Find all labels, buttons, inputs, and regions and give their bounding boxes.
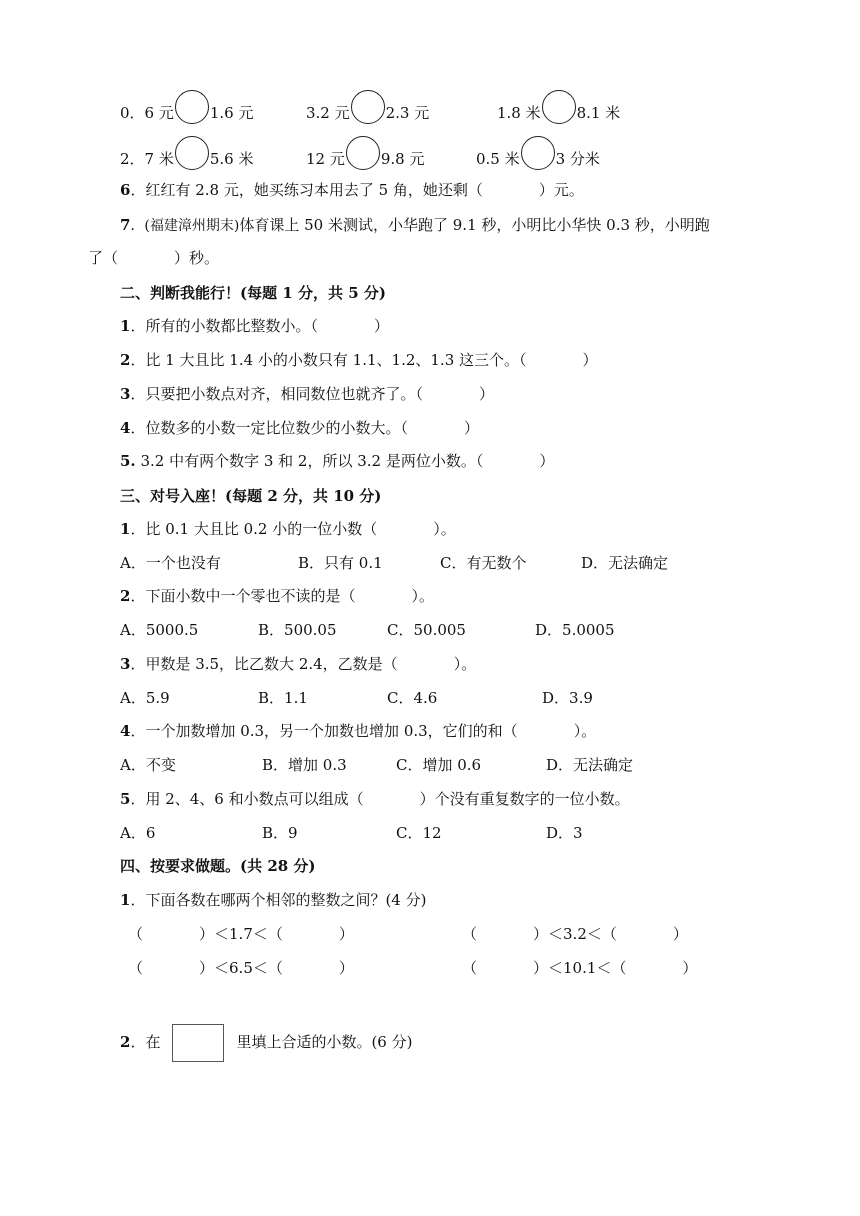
question-text: 3.2 中有两个数字 3 和 2，所以 3.2 是两位小数。（ bbox=[135, 452, 484, 470]
question-text-end: ） bbox=[463, 419, 479, 437]
compare-row-1b bbox=[306, 103, 429, 124]
option-2a[interactable]: A．5000.5 bbox=[120, 621, 199, 639]
compare-right-1: 1.6 元 bbox=[209, 104, 254, 122]
question-7-cont bbox=[88, 248, 219, 268]
option-3c[interactable]: C．4.6 bbox=[387, 689, 438, 707]
option-5a[interactable]: A．6 bbox=[120, 824, 156, 842]
section-2-title: 二、判断我能行！(每题 1 分，共 5 分) bbox=[120, 284, 386, 302]
paren-open: （ bbox=[128, 959, 144, 977]
question-text: ．下面小数中一个零也不读的是（ bbox=[130, 587, 356, 605]
judge-item-4 bbox=[120, 418, 479, 438]
compare-row-1c bbox=[497, 103, 620, 124]
between-item-4 bbox=[462, 958, 697, 978]
compare-row-2c bbox=[476, 149, 600, 170]
option-1a[interactable]: A．一个也没有 bbox=[120, 554, 221, 572]
question-text: ．一个加数增加 0.3，另一个加数也增加 0.3，它们的和（ bbox=[130, 722, 518, 740]
option-5d[interactable]: D．3 bbox=[546, 824, 583, 842]
question-text: ．红红有 2.8 元，她买练习本用去了 5 角，她还剩（ bbox=[130, 181, 483, 199]
compare-right-6: 3 分米 bbox=[555, 150, 600, 168]
choice-question-2 bbox=[120, 586, 434, 606]
compare-left-4: 2．7 米 bbox=[120, 150, 174, 168]
question-number: 1 bbox=[120, 317, 131, 335]
question-text-end: ）。 bbox=[433, 520, 456, 538]
question-text: ．比 1 大且比 1.4 小的小数只有 1.1、1.2、1.3 这三个。（ bbox=[130, 351, 527, 369]
question-number: 1 bbox=[120, 891, 131, 909]
inequality-text: ）＜3.2＜（ bbox=[533, 925, 617, 943]
option-3b[interactable]: B．1.1 bbox=[258, 689, 308, 707]
compare-left-6: 0.5 米 bbox=[476, 150, 520, 168]
inequality-text: ）＜6.5＜（ bbox=[199, 959, 283, 977]
question-text: 体育课上 50 米测试，小华跑了 9.1 秒，小明比小华快 0.3 秒，小明跑 bbox=[239, 216, 710, 234]
compare-row-2b bbox=[306, 149, 424, 170]
option-3d[interactable]: D．3.9 bbox=[542, 689, 593, 707]
question-number: 4 bbox=[120, 722, 131, 740]
option-4a[interactable]: A．不变 bbox=[120, 756, 176, 774]
inequality-text: ）＜1.7＜（ bbox=[199, 925, 283, 943]
question-text: ．位数多的小数一定比位数少的小数大。（ bbox=[130, 419, 408, 437]
judge-item-3 bbox=[120, 384, 494, 404]
judge-item-1 bbox=[120, 316, 389, 336]
question-text-end: 里填上合适的小数。(6 分) bbox=[236, 1033, 413, 1051]
question-text-end: ）。 bbox=[573, 722, 597, 740]
compare-circle[interactable] bbox=[542, 90, 576, 124]
question-7 bbox=[120, 215, 710, 236]
choice-question-1 bbox=[120, 519, 456, 539]
question-text-end: ）秒。 bbox=[174, 249, 220, 267]
question-text-end: ） bbox=[373, 317, 389, 335]
choice-question-4 bbox=[120, 721, 596, 741]
compare-left-5: 12 元 bbox=[306, 150, 345, 168]
option-1b[interactable]: B．只有 0.1 bbox=[298, 554, 383, 572]
question-6 bbox=[120, 180, 584, 200]
paren-open: （ bbox=[462, 959, 478, 977]
compare-circle[interactable] bbox=[175, 136, 209, 170]
question-text: ．比 0.1 大且比 0.2 小的一位小数（ bbox=[130, 520, 378, 538]
question-source: ．(福建漳州期末) bbox=[130, 218, 240, 234]
question-text-end: ）。 bbox=[453, 655, 477, 673]
compare-left-2: 3.2 元 bbox=[306, 104, 350, 122]
question-number: 2 bbox=[120, 587, 131, 605]
compare-row-1 bbox=[120, 103, 253, 124]
question-number: 2 bbox=[120, 351, 131, 369]
question-number: 3 bbox=[120, 385, 131, 403]
compare-right-4: 5.6 米 bbox=[209, 150, 254, 168]
paren-close: ） bbox=[672, 925, 688, 943]
question-number: 4 bbox=[120, 419, 131, 437]
question-number: 2 bbox=[120, 1033, 131, 1051]
answer-box[interactable] bbox=[172, 1024, 224, 1062]
question-text-end: ） bbox=[539, 452, 555, 470]
inequality-text: ）＜10.1＜（ bbox=[533, 959, 627, 977]
paren-close: ） bbox=[338, 959, 354, 977]
between-item-2 bbox=[462, 924, 688, 944]
compare-circle[interactable] bbox=[175, 90, 209, 124]
compare-circle[interactable] bbox=[521, 136, 555, 170]
option-4b[interactable]: B．增加 0.3 bbox=[262, 756, 347, 774]
option-1d[interactable]: D．无法确定 bbox=[581, 554, 669, 572]
judge-item-5 bbox=[120, 451, 554, 471]
compare-circle[interactable] bbox=[351, 90, 385, 124]
choice-question-5 bbox=[120, 789, 630, 809]
option-4d[interactable]: D．无法确定 bbox=[546, 756, 634, 774]
option-2b[interactable]: B．500.05 bbox=[258, 621, 337, 639]
section-4-question-2 bbox=[120, 1024, 412, 1062]
compare-right-2: 2.3 元 bbox=[385, 104, 430, 122]
question-number: 5. bbox=[120, 452, 136, 470]
question-text-end: ） bbox=[478, 385, 494, 403]
option-5b[interactable]: B．9 bbox=[262, 824, 298, 842]
paren-close: ） bbox=[338, 925, 354, 943]
paren-close: ） bbox=[682, 959, 698, 977]
paren-open: （ bbox=[462, 925, 478, 943]
question-number: 7 bbox=[120, 216, 131, 234]
option-1c[interactable]: C．有无数个 bbox=[440, 554, 527, 572]
compare-right-3: 8.1 米 bbox=[576, 104, 621, 122]
section-4-title: 四、按要求做题。(共 28 分) bbox=[120, 857, 316, 875]
between-item-1 bbox=[128, 924, 354, 944]
question-number: 6 bbox=[120, 181, 131, 199]
compare-row-2 bbox=[120, 149, 253, 170]
compare-left-1: 0．6 元 bbox=[120, 104, 174, 122]
question-text: ．甲数是 3.5，比乙数大 2.4，乙数是（ bbox=[130, 655, 398, 673]
question-text: ．只要把小数点对齐，相同数位也就齐了。（ bbox=[130, 385, 423, 403]
option-5c[interactable]: C．12 bbox=[396, 824, 442, 842]
question-text: ．用 2、4、6 和小数点可以组成（ bbox=[130, 790, 364, 808]
section-3-title: 三、对号入座！(每题 2 分，共 10 分) bbox=[120, 487, 382, 505]
question-number: 3 bbox=[120, 655, 131, 673]
question-text-end: ）。 bbox=[411, 587, 434, 605]
question-text: 了（ bbox=[88, 249, 119, 267]
compare-circle[interactable] bbox=[346, 136, 380, 170]
question-text: ．所有的小数都比整数小。（ bbox=[130, 317, 318, 335]
question-number: 5 bbox=[120, 790, 131, 808]
question-number: 1 bbox=[120, 520, 131, 538]
option-2c[interactable]: C．50.005 bbox=[387, 621, 466, 639]
question-text: ．下面各数在哪两个相邻的整数之间？(4 分) bbox=[130, 891, 427, 909]
question-text-end: ） bbox=[582, 351, 598, 369]
compare-left-3: 1.8 米 bbox=[497, 104, 541, 122]
judge-item-2 bbox=[120, 350, 598, 370]
question-text-end: ）元。 bbox=[538, 181, 584, 199]
between-item-3 bbox=[128, 958, 354, 978]
section-4-question-1 bbox=[120, 890, 426, 910]
choice-question-3 bbox=[120, 654, 476, 674]
question-text-end: ）个没有重复数字的一位小数。 bbox=[419, 790, 630, 808]
option-2d[interactable]: D．5.0005 bbox=[535, 621, 615, 639]
question-text: ．在 bbox=[130, 1033, 161, 1051]
option-4c[interactable]: C．增加 0.6 bbox=[396, 756, 482, 774]
option-3a[interactable]: A．5.9 bbox=[120, 689, 170, 707]
paren-open: （ bbox=[128, 925, 144, 943]
compare-right-5: 9.8 元 bbox=[380, 150, 425, 168]
